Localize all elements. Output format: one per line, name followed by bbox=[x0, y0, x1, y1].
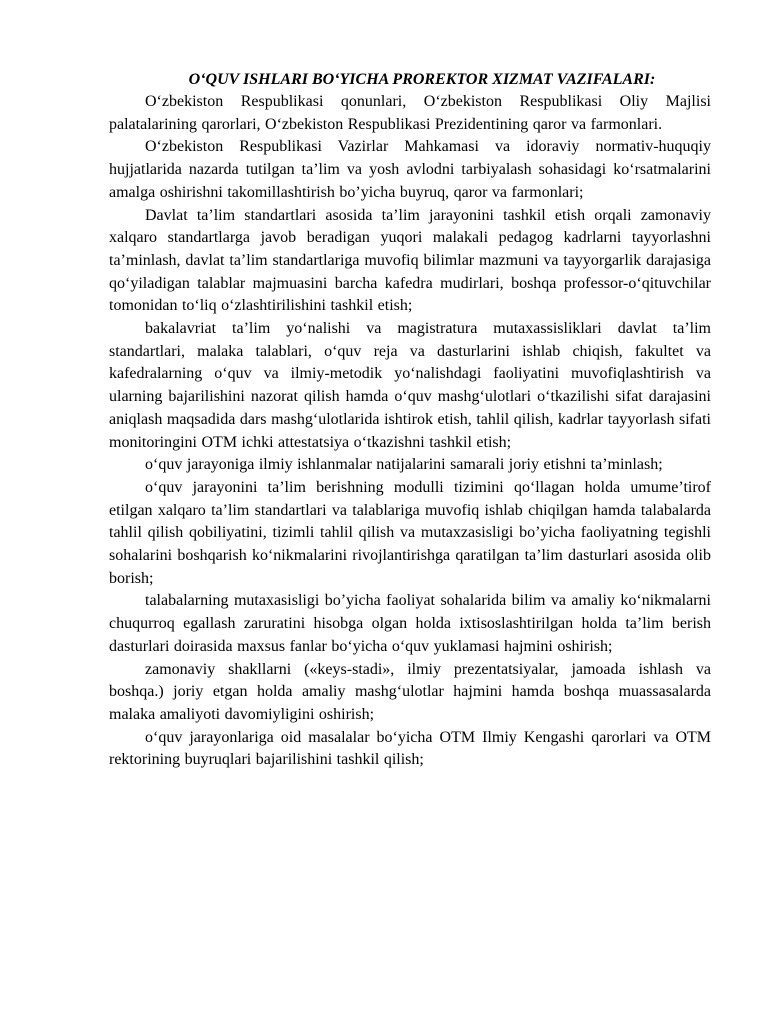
document-title: O‘QUV ISHLARI BO‘YICHA PROREKTOR XIZMAT VAZIFALARI: bbox=[188, 71, 656, 88]
document-page bbox=[109, 68, 711, 772]
paragraph-normative-acts: O‘zbekiston Respublikasi Vazirlar Mahkamasi va idoraviy normativ-huquqiy hujjatlarida nazarda tutilgan ta’lim va yosh avlodni tarbiyalash sohasidagi ko‘rsatmalarini amalga oshirishni takomillashtirish bo’yicha buyruq, qaror va farmonlari; bbox=[109, 138, 711, 201]
paragraph-modern-forms: zamonaviy shakllarni («keys-stadi», ilmiy prezentatsiyalar, jamoada ishlash va boshqa.) joriy etgan holda amaliy mashg‘ulotlar hajmini hamda boshqa muassasalarda malaka amaliyoti davomiyligini oshirish; bbox=[109, 660, 711, 723]
paragraph-bachelor-master: bakalavriat ta’lim yo‘nalishi va magistratura mutaxassisliklari davlat ta’lim standartlari, malaka talablari, o‘quv reja va dasturlarini ishlab chiqish, fakultet va kafedralarning o‘quv va ilmiy-metodik yo‘nalishdagi faoliyatini muvofiqlashtirish va ularning bajarilishini nazorat qilish hamda o‘quv mashg‘ulotlari o‘tkazilishi sifat darajasini aniqlash maqsadida dars mashg‘ulotlarida ishtirok etish, tahlil qilish, kadrlar tayyorlash sifati monitoringini OTM ichki attestatsiya o‘tkazishni tashkil etish; bbox=[109, 320, 711, 451]
paragraph-specialized-training: talabalarning mutaxasisligi bo’yicha faoliyat sohalarida bilim va amaliy ko‘nikmalarni chuqurroq egallash zaruratini hisobga olgan holda ixtisoslashtirilgan holda ta’lim berish dasturlari doirasida maxsus fanlar bo‘yicha o‘quv yuklamasi hajmini oshirish; bbox=[109, 592, 711, 655]
paragraph-scientific-results: o‘quv jarayoniga ilmiy ishlanmalar natijalarini samarali joriy etishni ta’minlash; bbox=[145, 456, 663, 474]
paragraph-council-decisions: o‘quv jarayonlariga oid masalalar bo‘yicha OTM Ilmiy Kengashi qarorlari va OTM rektorining buyruqlari bajarilishini tashkil qilish; bbox=[109, 728, 711, 769]
paragraph-state-standards: Davlat ta’lim standartlari asosida ta’lim jarayonini tashkil etish orqali zamonaviy xalqaro standartlarga javob beradigan yuqori malakali pedagog kadrlarni tayyorlashni ta’minlash, davlat ta’lim standartlariga muvofiq bilimlar mazmuni va tayyorgarlik darajasiga qo‘yiladigan talablar majmuasini barcha kafedra mudirlari, boshqa professor-o‘qituvchilar tomonidan to‘liq o‘zlashtirilishini tashkil etish; bbox=[109, 206, 711, 315]
paragraph-modular-system: o‘quv jarayonini ta’lim berishning modulli tizimini qo‘llagan holda umume’tirof etilgan xalqaro ta’lim standartlari va talablariga muvofiq ishlab chiqilgan hamda talabalarda tahlil qilish qobiliyatini, tizimli tahlil qilish va mutaxzasisligi bo’yicha faoliyatning tegishli sohalarini boshqarish ko‘nikmalarini rivojlantirishga qaratilgan ta’lim dasturlari asosida olib borish; bbox=[109, 478, 711, 587]
paragraph-legal-basis: O‘zbekiston Respublikasi qonunlari, O‘zbekiston Respublikasi Oliy Majlisi palatalarining qarorlari, O‘zbekiston Respublikasi Prezidentining qaror va farmonlari. bbox=[109, 93, 711, 133]
